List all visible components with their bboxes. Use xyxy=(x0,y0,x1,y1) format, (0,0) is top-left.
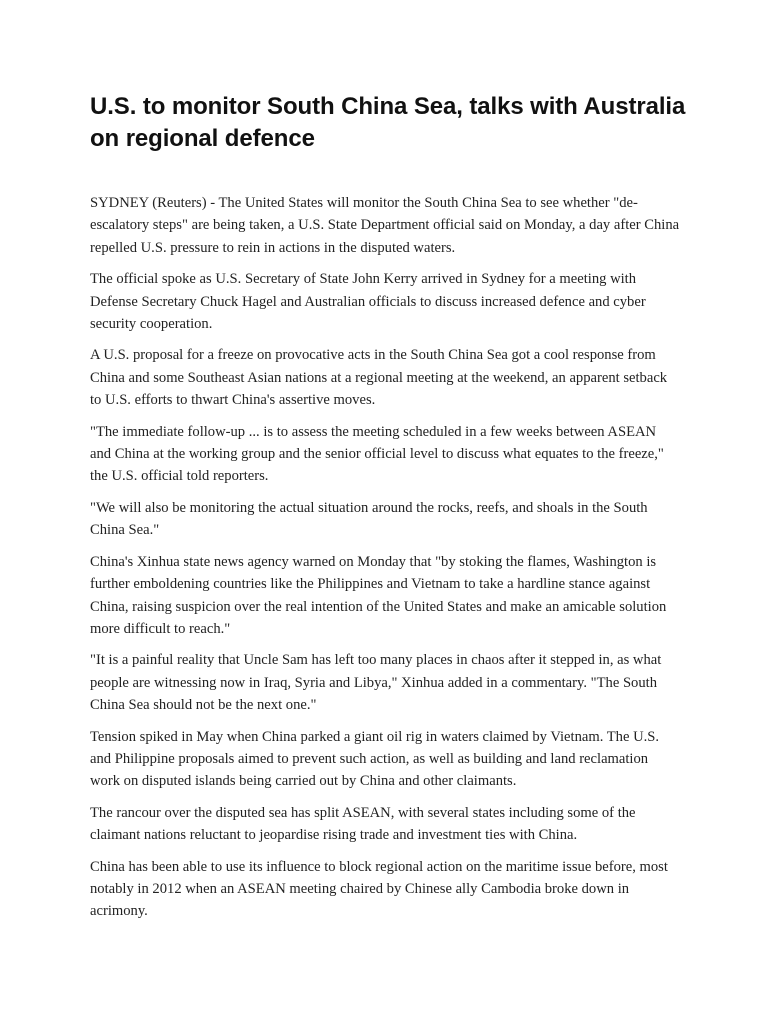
article-paragraph: "It is a painful reality that Uncle Sam has left too many places in chaos after it stepped in, as what people are witnessing now in Iraq, Syria and Libya," Xinhua added in a commentary. "The South China Sea should not be the next one." xyxy=(90,652,662,714)
article-paragraph: The official spoke as U.S. Secretary of State John Kerry arrived in Sydney for a meeting with Defense Secretary Chuck Hagel and Australian officials to discuss increased defence and cyber security cooperation. xyxy=(90,271,646,333)
article-paragraph: "We will also be monitoring the actual situation around the rocks, reefs, and shoals in the South China Sea." xyxy=(90,499,648,539)
article-headline: U.S. to monitor South China Sea, talks with Australia on regional defence xyxy=(90,93,686,152)
article-paragraph: China's Xinhua state news agency warned on Monday that "by stoking the flames, Washington is further emboldening countries like the Philippines and Vietnam to take a hardline stance against China, raising suspicion over the real intention of the United States and make an amicable solution more difficult to reach." xyxy=(90,553,667,637)
article-paragraph: China has been able to use its influence to block regional action on the maritime issue before, most notably in 2012 when an ASEAN meeting chaired by Chinese ally Cambodia broke down in acrimony. xyxy=(90,858,668,920)
article-paragraph: A U.S. proposal for a freeze on provocative acts in the South China Sea got a cool response from China and some Southeast Asian nations at a regional meeting at the weekend, an apparent setback to U.S. efforts to thwart China's assertive moves. xyxy=(90,347,668,409)
article-paragraph: Tension spiked in May when China parked a giant oil rig in waters claimed by Vietnam. The U.S. and Philippine proposals aimed to prevent such action, as well as building and land reclamation work on disputed islands being carried out by China and other claimants. xyxy=(90,728,660,790)
article-body xyxy=(90,192,680,932)
article-paragraph: The rancour over the disputed sea has split ASEAN, with several states including some of the claimant nations reluctant to jeopardise rising trade and investment ties with China. xyxy=(90,804,636,844)
article-paragraph: SYDNEY (Reuters) - The United States will monitor the South China Sea to see whether "de-escalatory steps" are being taken, a U.S. State Department official said on Monday, a day after China repelled U.S. pressure to rein in actions in the disputed waters. xyxy=(90,195,680,256)
article-paragraph: "The immediate follow-up ... is to assess the meeting scheduled in a few weeks between ASEAN and China at the working group and the senior official level to discuss what equates to the freeze," the U.S. official told reporters. xyxy=(90,423,664,485)
